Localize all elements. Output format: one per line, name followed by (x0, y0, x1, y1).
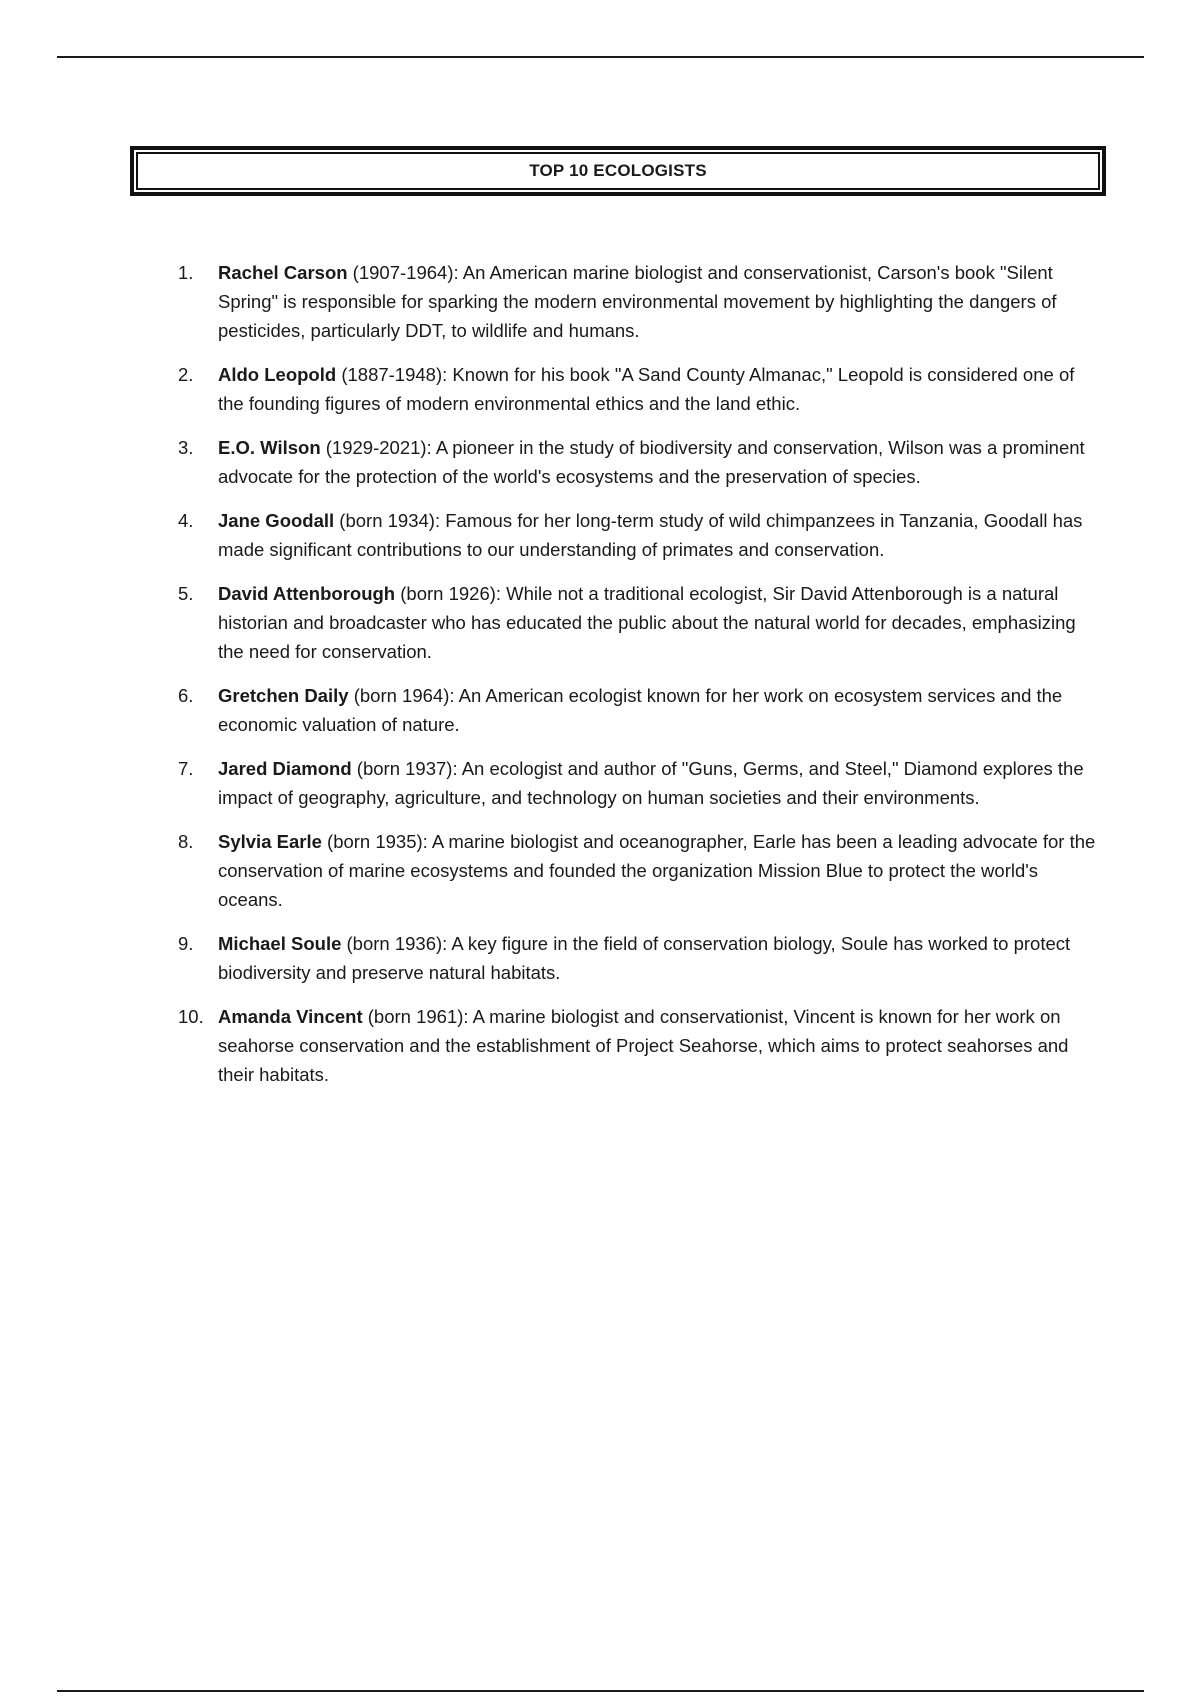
item-body (218, 1002, 1098, 1089)
item-description: (born 1961): A marine biologist and conservationist, Vincent is known for her work on seahorse conservation and the establishment of Project Seahorse, which aims to protect seahorses and their habitats. (218, 1006, 1069, 1085)
title-box (130, 146, 1106, 196)
item-name: Michael Soule (218, 933, 342, 954)
item-name: Aldo Leopold (218, 364, 337, 385)
list-item (178, 360, 1098, 418)
item-description: (1887-1948): Known for his book "A Sand County Almanac," Leopold is considered one of the founding figures of modern environmental ethics and the land ethic. (218, 364, 1075, 414)
ecologist-list (178, 258, 1098, 1104)
list-item (178, 579, 1098, 666)
item-number: 5. (178, 583, 194, 604)
item-body (218, 360, 1098, 418)
item-number: 1. (178, 262, 194, 283)
page-title: TOP 10 ECOLOGISTS (529, 161, 707, 180)
item-body (218, 827, 1098, 914)
item-description: (1907-1964): An American marine biologist and conservationist, Carson's book "Silent Spring" is responsible for sparking the modern environmental movement by highlighting the dangers of pesticides, particularly DDT, to wildlife and humans. (218, 262, 1057, 341)
item-number: 2. (178, 364, 194, 385)
list-item (178, 754, 1098, 812)
header-rule (57, 56, 1144, 58)
item-description: (born 1964): An American ecologist known for her work on ecosystem services and the economic valuation of nature. (218, 685, 1063, 735)
list-item (178, 929, 1098, 987)
item-body (218, 506, 1098, 564)
item-body (218, 681, 1098, 739)
footer-rule (57, 1690, 1144, 1692)
list-item (178, 258, 1098, 345)
item-body (218, 433, 1098, 491)
item-number: 10. (178, 1006, 204, 1027)
item-name: Jane Goodall (218, 510, 335, 531)
item-name: Sylvia Earle (218, 831, 322, 852)
list-item (178, 827, 1098, 914)
item-name: Gretchen Daily (218, 685, 349, 706)
item-body (218, 258, 1098, 345)
list-item (178, 1002, 1098, 1089)
item-description: (born 1926): While not a traditional ecologist, Sir David Attenborough is a natural historian and broadcaster who has educated the public about the natural world for decades, emphasizing the need for conservation. (218, 583, 1076, 662)
item-number: 4. (178, 510, 194, 531)
item-number: 3. (178, 437, 194, 458)
list-item (178, 433, 1098, 491)
item-description: (born 1935): A marine biologist and oceanographer, Earle has been a leading advocate for the conservation of marine ecosystems and founded the organization Mission Blue to protect the world's oceans. (218, 831, 1096, 910)
item-name: Rachel Carson (218, 262, 348, 283)
item-name: Amanda Vincent (218, 1006, 363, 1027)
list-item (178, 506, 1098, 564)
item-name: E.O. Wilson (218, 437, 321, 458)
item-number: 6. (178, 685, 194, 706)
item-body (218, 929, 1098, 987)
item-body (218, 754, 1098, 812)
item-description: (born 1937): An ecologist and author of "Guns, Germs, and Steel," Diamond explores the impact of geography, agriculture, and technology on human societies and their environments. (218, 758, 1084, 808)
item-name: David Attenborough (218, 583, 396, 604)
item-description: (born 1936): A key figure in the field of conservation biology, Soule has worked to protect biodiversity and preserve natural habitats. (218, 933, 1071, 983)
item-body (218, 579, 1098, 666)
item-number: 8. (178, 831, 194, 852)
title-box-inner (136, 152, 1100, 190)
item-number: 7. (178, 758, 194, 779)
item-number: 9. (178, 933, 194, 954)
item-description: (born 1934): Famous for her long-term study of wild chimpanzees in Tanzania, Goodall has made significant contributions to our understanding of primates and conservation. (218, 510, 1083, 560)
item-description: (1929-2021): A pioneer in the study of biodiversity and conservation, Wilson was a prominent advocate for the protection of the world's ecosystems and the preservation of species. (218, 437, 1085, 487)
item-name: Jared Diamond (218, 758, 352, 779)
list-item (178, 681, 1098, 739)
